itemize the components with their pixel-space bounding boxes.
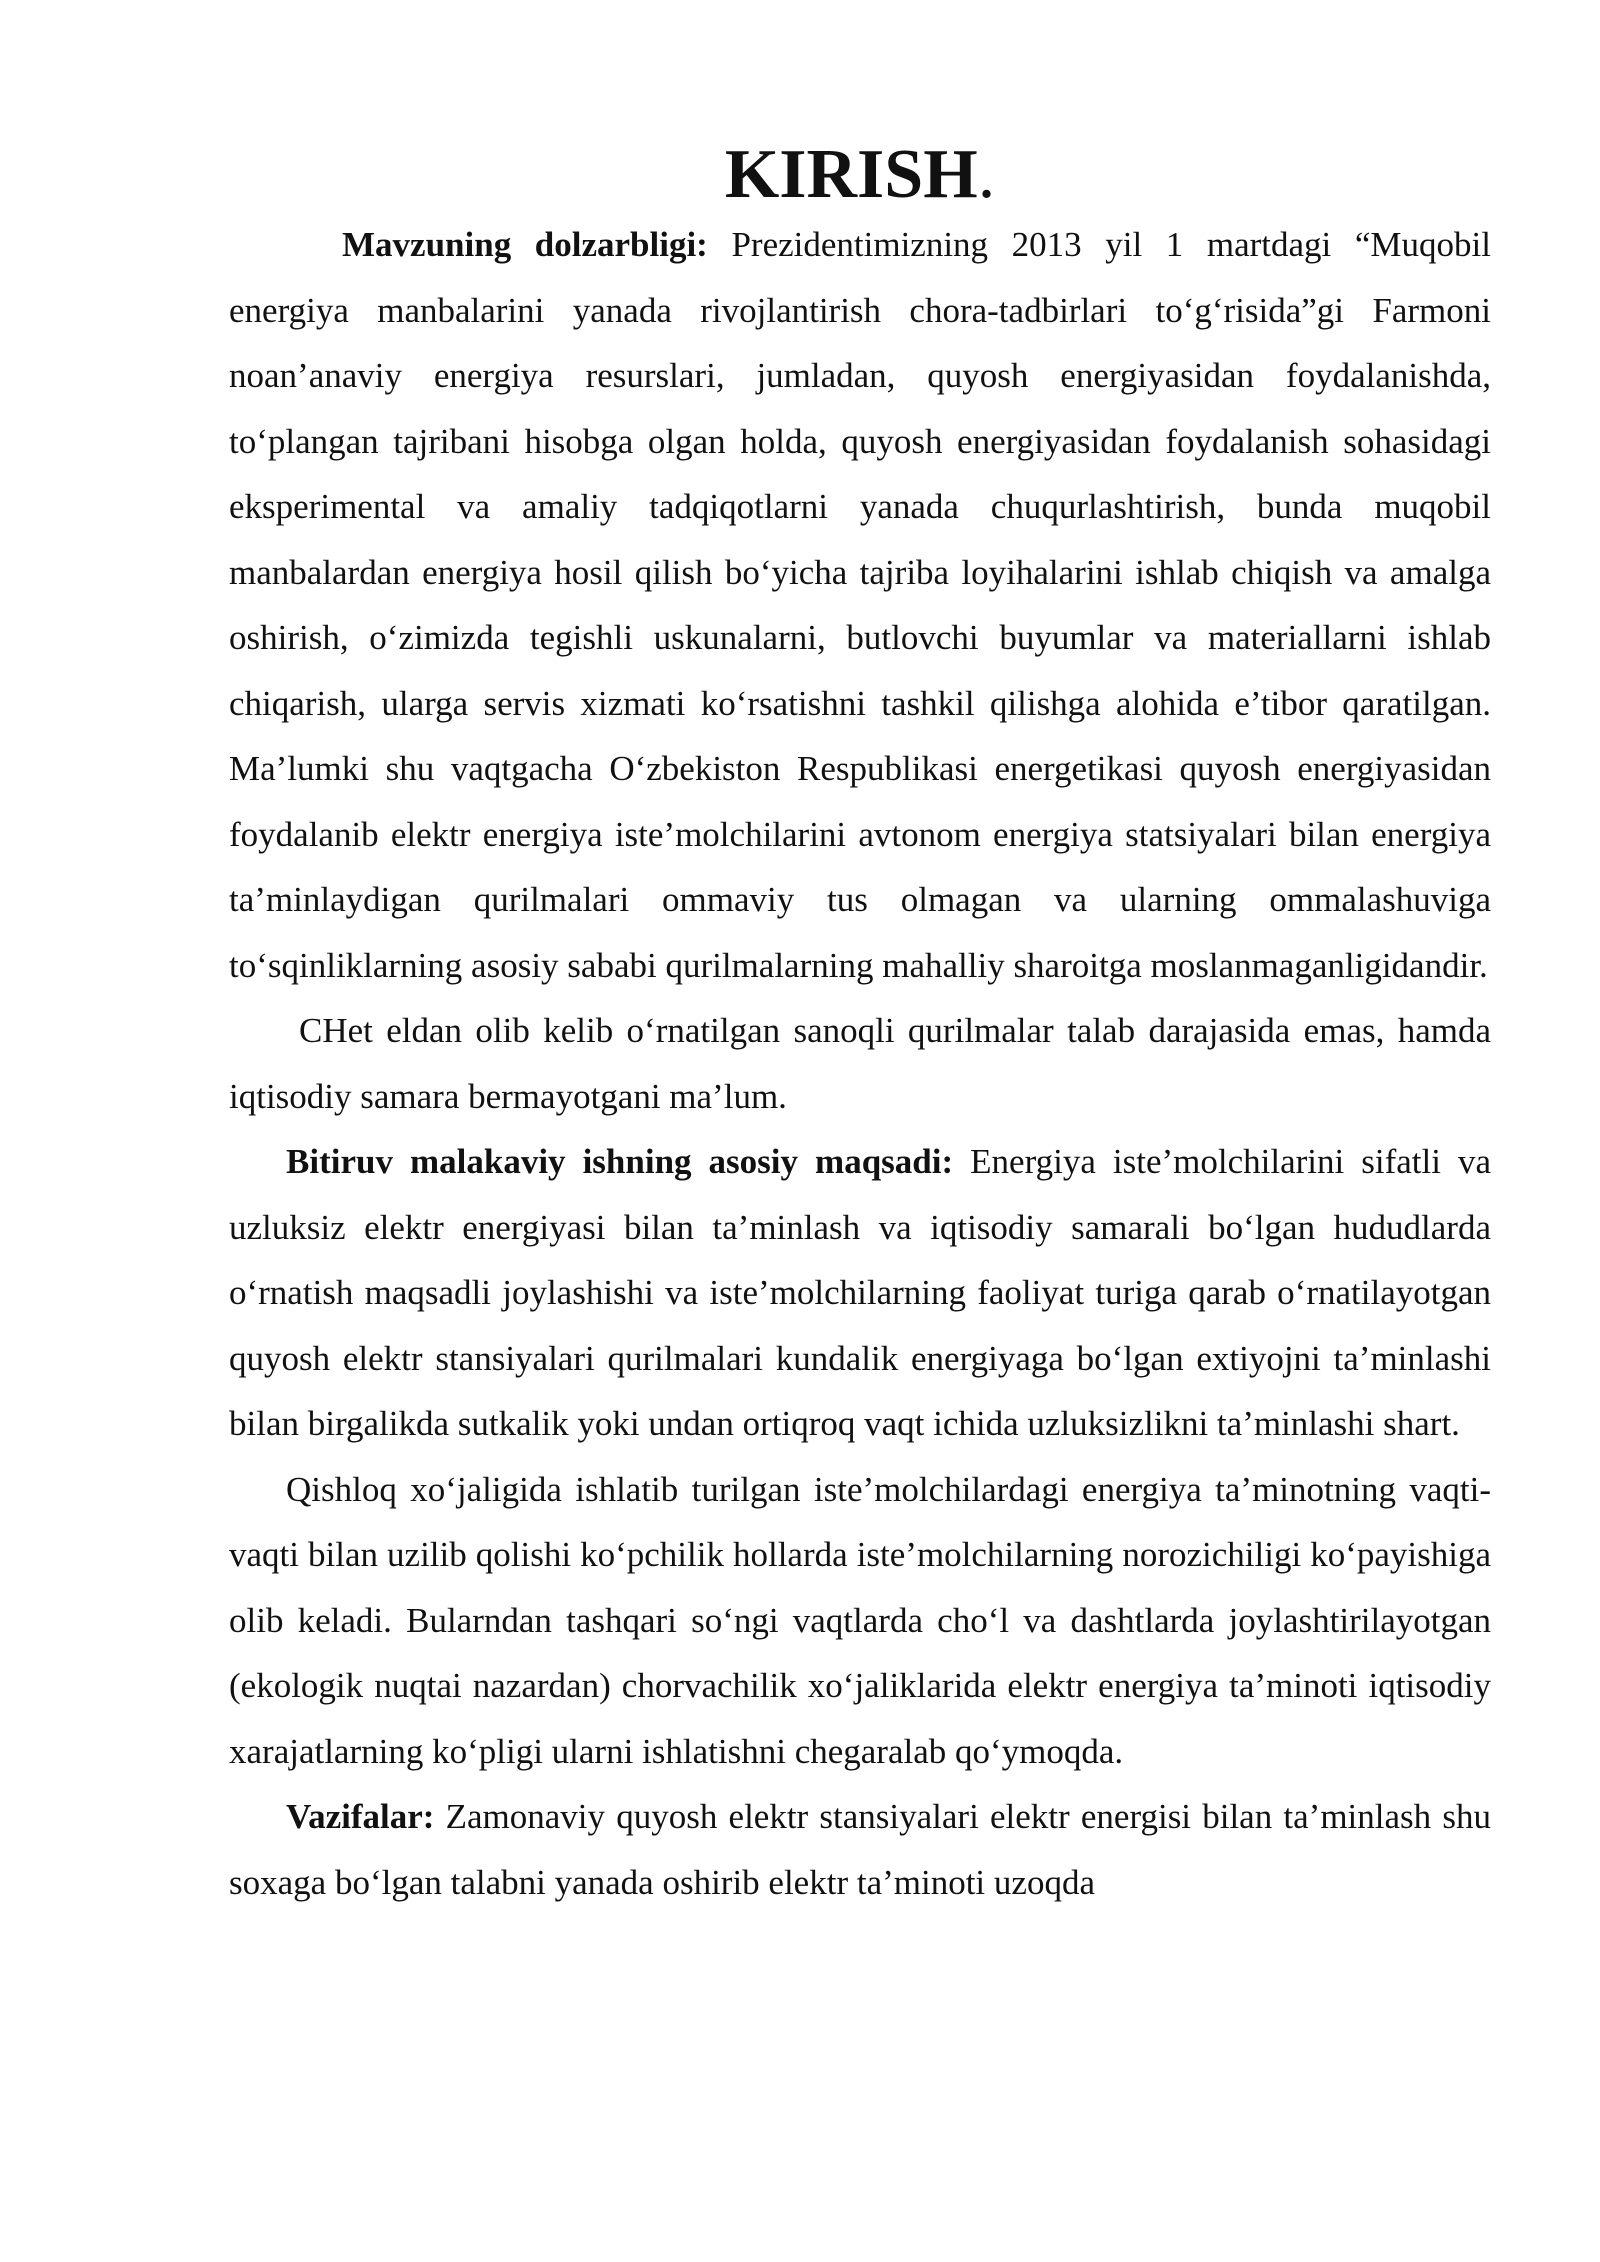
paragraph-foreign-devices (229, 998, 1491, 1129)
paragraph-text: Qishloq xo‘jaligida ishlatib turilgan iste’molchilardagi energiya ta’minotning vaqti-vaqti bilan uzilib qolishi ko‘pchilik hollarda iste’molchilarning norozichiligi ko‘payishiga olib keladi. Bularndan tashqari so‘ngi vaqtlarda cho‘l va dashtlarda joylashtirilayotgan (ekologik nuqtai nazardan) chorvachilik xo‘jaliklarida elektr energiya ta’minoti iqtisodiy xarajatlarning ko‘pligi ularni ishlatishni chegaralab qo‘ymoqda. (229, 1469, 1491, 1771)
paragraph-lead: Vazifalar: (286, 1797, 435, 1836)
paragraph-lead: Bitiruv malakaviy ishning asosiy maqsadi: (286, 1142, 954, 1181)
paragraph-lead: Mavzuning dolzarbligi: (342, 225, 708, 264)
paragraph-text: Prezidentimizning 2013 yil 1 martdagi “Muqobil energiya manbalarini yanada rivojlantirish chora-tadbirlari to‘g‘risida”gi Farmoni noan’anaviy energiya resurslari, jumladan, quyosh energiyasidan foydalanishda, to‘plangan tajribani hisobga olgan holda, quyosh energiyasidan foydalanish sohasidagi eksperimental va amaliy tadqiqotlarni yanada chuqurlashtirish, bunda muqobil manbalardan energiya hosil qilish bo‘yicha tajriba loyihalarini ishlab chiqish va amalga oshirish, o‘zimizda tegishli uskunalarni, butlovchi buyumlar va materiallarni ishlab chiqarish, ularga servis xizmati ko‘rsatishni tashkil qilishga alohida e’tibor qaratilgan. Ma’lumki shu vaqtgacha O‘zbekiston Respublikasi energetikasi quyosh energiyasidan foydalanib elektr energiya iste’molchilarini avtonom energiya statsiyalari bilan energiya ta’minlaydigan qurilmalari ommaviy tus olmagan va ularning ommalashuviga to‘sqinliklarning asosiy sababi qurilmalarning mahalliy sharoitga moslanmaganligidandir. (229, 225, 1491, 985)
paragraph-relevance (229, 212, 1491, 998)
paragraph-agriculture (229, 1457, 1491, 1785)
document-title (229, 136, 1491, 213)
paragraph-text: CHet eldan olib kelib o‘rnatilgan sanoqli qurilmalar talab darajasida emas, hamda iqtisodiy samara bermayotgani ma’lum. (229, 1011, 1491, 1116)
title-dot: . (977, 136, 996, 213)
title-text: KIRISH (724, 136, 978, 213)
paragraph-text: Zamonaviy quyosh elektr stansiyalari elektr energisi bilan ta’minlash shu soxaga bo‘lgan talabni yanada oshirib elektr ta’minoti uzoqda (229, 1797, 1491, 1902)
paragraph-tasks (229, 1784, 1491, 1915)
paragraph-text: Energiya iste’molchilarini sifatli va uzluksiz elektr energiyasi bilan ta’minlash va iqtisodiy samarali bo‘lgan hududlarda o‘rnatish maqsadli joylashishi va iste’molchilarning faoliyat turiga qarab o‘rnatilayotgan quyosh elektr stansiyalari qurilmalari kundalik energiyaga bo‘lgan extiyojni ta’minlashi bilan birgalikda sutkalik yoki undan ortiqroq vaqt ichida uzluksizlikni ta’minlashi shart. (229, 1142, 1491, 1443)
paragraph-goal (229, 1129, 1491, 1457)
document-page (229, 136, 1491, 1915)
